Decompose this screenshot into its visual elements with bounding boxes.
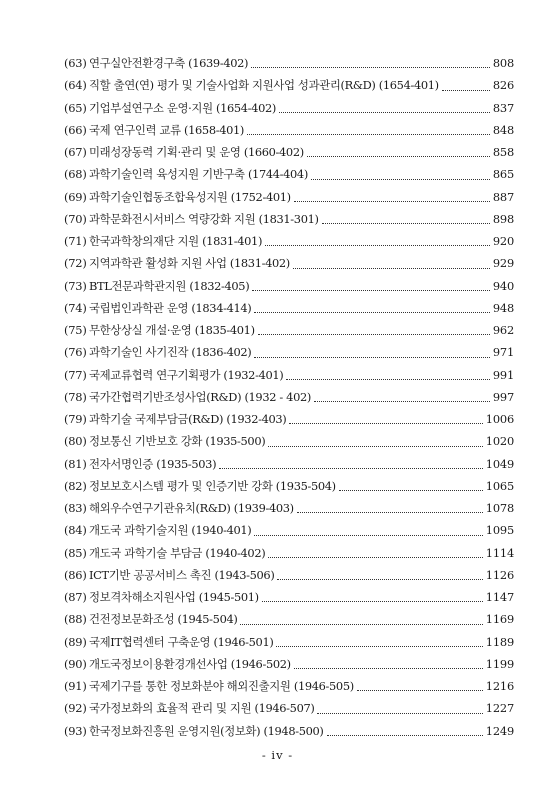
toc-entry-page-number: 1227	[485, 701, 514, 716]
toc-entry-title: BTL전문과학관지원 (1832-405)	[89, 278, 250, 293]
dot-leader	[314, 386, 490, 408]
toc-entry-number: (93)	[64, 723, 87, 738]
toc-entry	[64, 386, 514, 408]
toc-entry-number: (87)	[64, 590, 87, 604]
toc-entry-page-number: 1249	[485, 723, 514, 738]
dot-leader	[268, 542, 482, 564]
toc-entry-number: (88)	[64, 612, 87, 627]
toc-entry-title: 과학기술 국제부담금(R&D) (1932-403)	[89, 412, 287, 426]
toc-entry	[64, 364, 514, 386]
toc-entry-title: 연구실안전환경구축 (1639-402)	[89, 56, 249, 70]
toc-entry-page-number: 1065	[485, 478, 514, 493]
dot-leader	[276, 631, 482, 653]
toc-entry-title: 정보보호시스템 평가 및 인증기반 강화 (1935-504)	[89, 478, 336, 493]
toc-entry-page-number: 826	[492, 78, 514, 93]
toc-entry-title: 무한상상실 개설·운영 (1835-401)	[89, 323, 255, 337]
toc-entry	[64, 297, 514, 319]
dot-leader	[268, 430, 482, 452]
dot-leader	[307, 141, 490, 163]
toc-entry-title: 과학기술인력 육성지원 기반구축 (1744-404)	[89, 167, 308, 182]
toc-entry-number: (65)	[64, 100, 87, 115]
toc-entry	[64, 542, 514, 564]
toc-entry-number: (89)	[64, 634, 87, 649]
toc-entry-number: (82)	[64, 478, 87, 493]
dot-leader	[254, 519, 482, 541]
dot-leader	[317, 697, 482, 719]
toc-entry-page-number: 1189	[485, 634, 514, 649]
toc-entry-number: (81)	[64, 456, 87, 471]
toc-entry	[64, 186, 514, 208]
dot-leader	[258, 319, 490, 341]
toc-entry-page-number: 1114	[485, 545, 514, 560]
toc-entry-page-number: 940	[492, 278, 514, 293]
toc-entry-number: (92)	[64, 701, 87, 716]
toc-entry-number: (70)	[64, 211, 87, 226]
dot-leader	[294, 186, 490, 208]
dot-leader	[322, 208, 490, 230]
toc-entry-title: 개도국정보이용환경개선사업 (1946-502)	[89, 656, 291, 671]
toc-entry-page-number: 1216	[485, 679, 514, 693]
toc-entry-title: 국가간협력기반조성사업(R&D) (1932 - 402)	[89, 389, 311, 404]
toc-entry-title: 전자서명인증 (1935-503)	[89, 456, 217, 471]
toc-entry-title: 해외우수연구기관유치(R&D) (1939-403)	[89, 501, 294, 515]
toc-entry-title: 국제 연구인력 교류 (1658-401)	[89, 122, 245, 137]
toc-entry	[64, 97, 514, 119]
toc-entry	[64, 119, 514, 141]
toc-entry-page-number: 865	[492, 167, 514, 182]
dot-leader	[286, 364, 489, 386]
dot-leader	[252, 275, 490, 297]
toc-entry	[64, 141, 514, 163]
dot-leader	[262, 586, 483, 608]
toc-entry-number: (79)	[64, 412, 87, 426]
toc-entry	[64, 275, 514, 297]
toc-entry	[64, 475, 514, 497]
toc-entry-number: (86)	[64, 567, 87, 582]
toc-entry-page-number: 898	[492, 211, 514, 226]
page-number-footer: - iv -	[261, 748, 294, 762]
toc-entry-number: (91)	[64, 679, 87, 693]
toc-entry-page-number: 1147	[485, 590, 514, 604]
toc-entry-page-number: 1020	[485, 434, 514, 449]
toc-entry-title: 국제기구를 통한 정보화분야 해외진출지원 (1946-505)	[89, 679, 354, 693]
toc-entry-page-number: 1049	[485, 456, 514, 471]
toc-entry-page-number: 929	[492, 256, 514, 271]
toc-entry-page-number: 808	[492, 56, 514, 70]
toc-entry-title: 과학문화전시서비스 역량강화 지원 (1831-301)	[89, 211, 319, 226]
toc-entry	[64, 453, 514, 475]
toc-entry-title: 기업부설연구소 운영·지원 (1654-402)	[89, 100, 276, 115]
toc-entry-page-number: 1006	[485, 412, 514, 426]
toc-entry-page-number: 837	[492, 100, 514, 115]
toc-entry-number: (73)	[64, 278, 87, 293]
toc-entry-title: ICT기반 공공서비스 촉진 (1943-506)	[89, 567, 275, 582]
toc-entry-title: 한국정보화진흥원 운영지원(정보화) (1948-500)	[89, 723, 324, 738]
toc-entry	[64, 653, 514, 675]
dot-leader	[293, 252, 490, 274]
dot-leader	[297, 497, 483, 519]
dot-leader	[327, 720, 483, 742]
toc-entry-page-number: 991	[492, 367, 514, 382]
toc-entry	[64, 720, 514, 742]
toc-entry	[64, 74, 514, 96]
toc-entry-title: 직할 출연(연) 평가 및 기술사업화 지원사업 성과관리(R&D) (1654-401)	[89, 78, 439, 93]
toc-entry-page-number: 1199	[485, 656, 514, 671]
toc-entry	[64, 608, 514, 630]
dot-leader	[442, 74, 490, 96]
toc-entry-number: (68)	[64, 167, 87, 182]
toc-entry-page-number: 920	[492, 234, 514, 248]
toc-entry	[64, 408, 514, 430]
toc-entry-number: (77)	[64, 367, 87, 382]
toc-entry-page-number: 858	[492, 145, 514, 159]
toc-entry-number: (66)	[64, 122, 87, 137]
toc-entry	[64, 163, 514, 185]
toc-entry-title: 건전정보문화조성 (1945-504)	[89, 612, 238, 627]
toc-entry	[64, 631, 514, 653]
toc-entry	[64, 252, 514, 274]
toc-entry-number: (74)	[64, 300, 87, 315]
dot-leader	[254, 297, 489, 319]
dot-leader	[357, 675, 483, 697]
toc-entry-number: (84)	[64, 523, 87, 538]
dot-leader	[251, 52, 490, 74]
toc-entry-title: 지역과학관 활성화 지원 사업 (1831-402)	[89, 256, 290, 271]
dot-leader	[219, 453, 483, 475]
toc-entry-page-number: 1078	[485, 501, 514, 515]
toc-entry-number: (69)	[64, 189, 87, 204]
toc-entry-page-number: 1095	[485, 523, 514, 538]
toc-entry-number: (67)	[64, 145, 87, 159]
toc-entry-title: 개도국 과학기술지원 (1940-401)	[89, 523, 252, 538]
toc-entry-page-number: 848	[492, 122, 514, 137]
toc-entry	[64, 564, 514, 586]
dot-leader	[279, 97, 490, 119]
table-of-contents	[64, 52, 514, 742]
dot-leader	[254, 341, 489, 363]
toc-entry-title: 과학기술인협동조합육성지원 (1752-401)	[89, 189, 291, 204]
dot-leader	[294, 653, 483, 675]
toc-entry-number: (71)	[64, 234, 87, 248]
toc-entry-number: (76)	[64, 345, 87, 360]
toc-entry-number: (64)	[64, 78, 87, 93]
toc-entry	[64, 208, 514, 230]
toc-entry-number: (72)	[64, 256, 87, 271]
toc-entry-title: 국제교류협력 연구기획평가 (1932-401)	[89, 367, 284, 382]
toc-entry-title: 미래성장동력 기획·관리 및 운영 (1660-402)	[89, 145, 304, 159]
toc-entry-page-number: 887	[492, 189, 514, 204]
toc-entry	[64, 230, 514, 252]
toc-entry-page-number: 962	[492, 323, 514, 337]
toc-entry-number: (75)	[64, 323, 87, 337]
toc-entry-number: (78)	[64, 389, 87, 404]
dot-leader	[339, 475, 483, 497]
toc-entry-page-number: 997	[492, 389, 514, 404]
toc-entry-number: (83)	[64, 501, 87, 515]
dot-leader	[240, 608, 482, 630]
toc-entry-number: (63)	[64, 56, 87, 70]
toc-entry-number: (85)	[64, 545, 87, 560]
dot-leader	[289, 408, 482, 430]
toc-entry	[64, 341, 514, 363]
toc-entry-title: 국립법인과학관 운영 (1834-414)	[89, 300, 252, 315]
dot-leader	[311, 163, 490, 185]
dot-leader	[247, 119, 490, 141]
toc-entry-title: 한국과학창의재단 지원 (1831-401)	[89, 234, 263, 248]
toc-entry	[64, 586, 514, 608]
toc-entry	[64, 697, 514, 719]
dot-leader	[277, 564, 482, 586]
toc-entry	[64, 675, 514, 697]
toc-entry-number: (80)	[64, 434, 87, 449]
toc-entry-title: 국가정보화의 효율적 관리 및 지원 (1946-507)	[89, 701, 315, 716]
toc-entry-title: 정보통신 기반보호 강화 (1935-500)	[89, 434, 266, 449]
toc-entry	[64, 319, 514, 341]
toc-entry-title: 개도국 과학기술 부담금 (1940-402)	[89, 545, 266, 560]
toc-entry-page-number: 1126	[485, 567, 514, 582]
toc-entry	[64, 497, 514, 519]
toc-entry-page-number: 948	[492, 300, 514, 315]
toc-entry-page-number: 971	[492, 345, 514, 360]
dot-leader	[265, 230, 490, 252]
toc-entry-title: 국제IT협력센터 구축운영 (1946-501)	[89, 634, 274, 649]
toc-entry	[64, 52, 514, 74]
toc-entry-title: 정보격차해소지원사업 (1945-501)	[89, 590, 259, 604]
toc-entry-number: (90)	[64, 656, 87, 671]
toc-entry-page-number: 1169	[485, 612, 514, 627]
toc-entry	[64, 519, 514, 541]
toc-entry	[64, 430, 514, 452]
toc-entry-title: 과학기술인 사기진작 (1836-402)	[89, 345, 252, 360]
